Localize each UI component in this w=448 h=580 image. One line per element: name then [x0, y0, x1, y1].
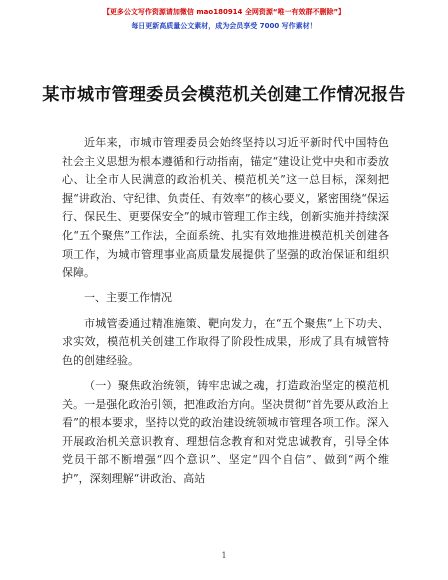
- promo-banner-line-1: 【更多公文写作资源请加微信 mao180914 全网资源“唯一有效群不删除”】: [102, 8, 346, 16]
- paragraph-intro: 近年来，市城市管理委员会始终坚持以习近平新时代中国特色社会主义思想为根本遵循和行动指南，锚定“建设让党中央和市委放心、让全市人民满意的政治机关、模范机关”这一总目标，深刻把握“讲政治、守纪律、负责任、有效率”的核心要义，紧密围绕“保运行、保民生、更要保安全”的城市管理工作主线，创新实施并持续深化“五个聚焦”工作法，全面系统、扎实有效地推进模范机关创建各项工作，为城市管理事业高质量发展提供了坚强的政治保证和组织保障。: [62, 136, 389, 280]
- paragraph-political-leadership: （一）聚焦政治统领，铸牢忠诚之魂，打造政治坚定的模范机关。一是强化政治引领，把准政治方向。坚决贯彻“首先要从政治上看”的根本要求，坚持以党的政治建设统领城市管理各项工作。深入开展政治机关意识教育、理想信念教育和对党忠诚教育，引导全体党员干部不断增强“四个意识”、坚定“四个自信”、做到“两个维护”，深刻理解“讲政治、高站: [62, 378, 389, 485]
- paragraph-overview: 市城管委通过精准施策、靶向发力，在“五个聚焦”上下功夫、求实效，模范机关创建工作取得了阶段性成果，形成了具有城管特色的创建经验。: [62, 316, 389, 367]
- document-title: 某市城市管理委员会模范机关创建工作情况报告: [42, 85, 406, 105]
- section-heading: 一、主要工作情况: [84, 291, 172, 305]
- document-body: [62, 134, 389, 495]
- page-number: 1: [221, 551, 227, 560]
- promo-banner: [0, 6, 448, 32]
- promo-banner-line-2: 每日更新高质量公文素材，成为会员享受 7000 写作素材！: [131, 22, 317, 30]
